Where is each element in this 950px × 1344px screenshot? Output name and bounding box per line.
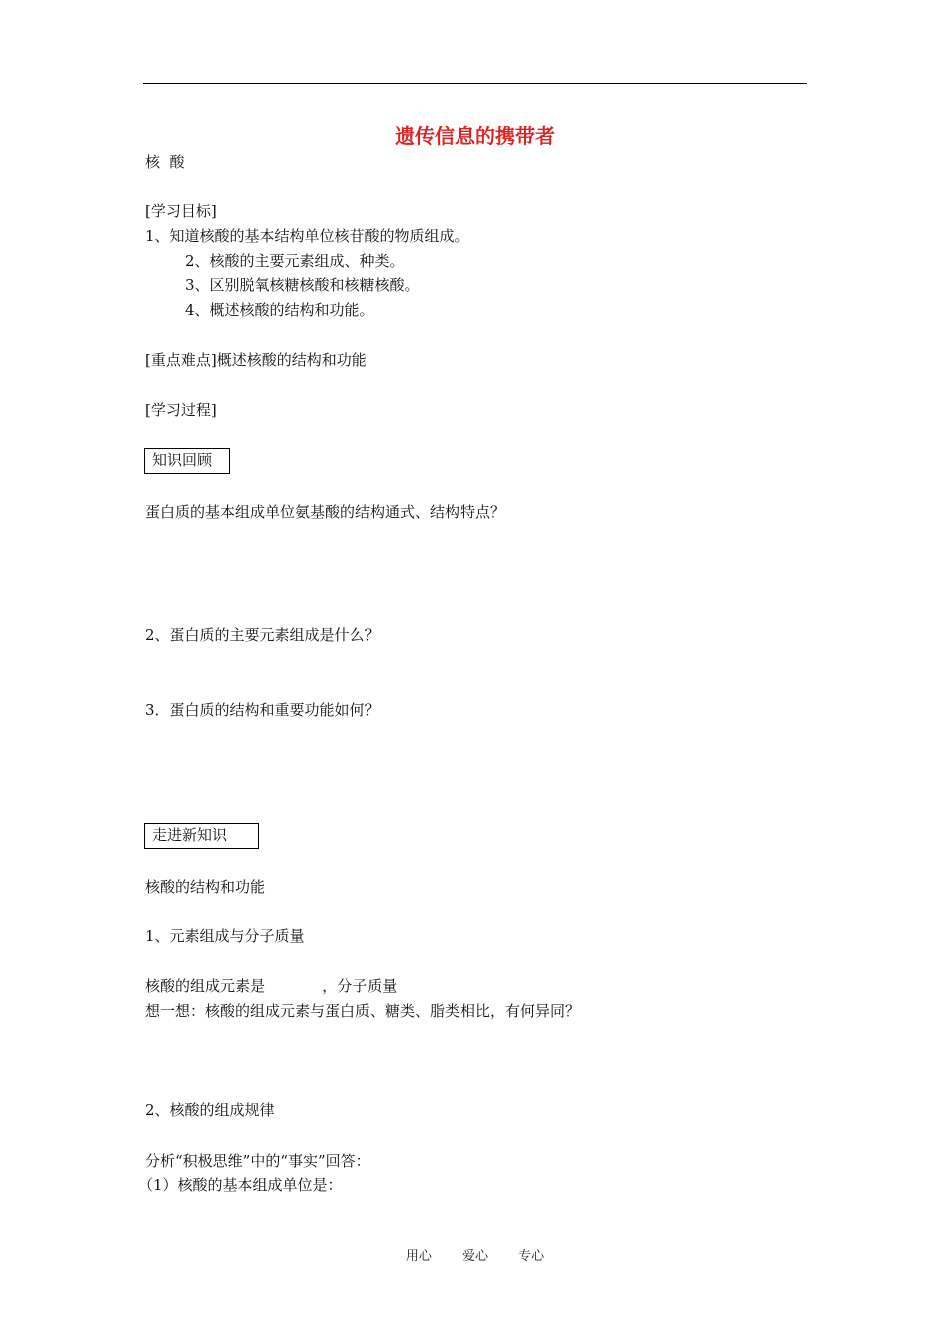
goals-heading: [学习目标]	[145, 202, 217, 220]
fill-in-line: 核酸的组成元素是 ，分子质量	[145, 977, 398, 995]
key-points: [重点难点]概述核酸的结构和功能	[145, 351, 367, 369]
subsection-heading: 2、核酸的组成规律	[145, 1101, 275, 1119]
analysis-question: （1）核酸的基本组成单位是：	[138, 1176, 343, 1194]
review-question: 2、蛋白质的主要元素组成是什么？	[145, 626, 380, 644]
review-question: 3．蛋白质的结构和重要功能如何？	[145, 701, 380, 719]
goal-item: 2、核酸的主要元素组成、种类。	[185, 252, 405, 270]
page-title: 遗传信息的携带者	[395, 124, 555, 148]
new-knowledge-box: 走进新知识	[144, 823, 259, 849]
goal-item: 3、区别脱氧核糖核酸和核糖核酸。	[185, 276, 420, 294]
page-footer	[0, 1248, 950, 1266]
subsection-heading: 1、元素组成与分子质量	[145, 927, 305, 945]
subtitle: 核 酸	[145, 153, 185, 171]
analysis-prompt: 分析“积极思维”中的“事实”回答：	[145, 1152, 371, 1170]
review-box: 知识回顾	[144, 448, 230, 474]
review-question: 蛋白质的基本组成单位氨基酸的结构通式、结构特点？	[145, 503, 506, 521]
goal-item: 4、概述核酸的结构和功能。	[185, 301, 375, 319]
header-rule	[143, 83, 807, 84]
footer-text: 用心	[405, 1249, 432, 1264]
section-title: 核酸的结构和功能	[145, 878, 266, 896]
footer-text: 专心	[518, 1249, 545, 1264]
think-question: 想一想：核酸的组成元素与蛋白质、糖类、脂类相比，有何异同？	[145, 1002, 581, 1020]
process-heading: [学习过程]	[145, 401, 217, 419]
footer-text: 爱心	[461, 1249, 488, 1264]
goal-item: 1、知道核酸的基本结构单位核苷酸的物质组成。	[145, 227, 470, 245]
